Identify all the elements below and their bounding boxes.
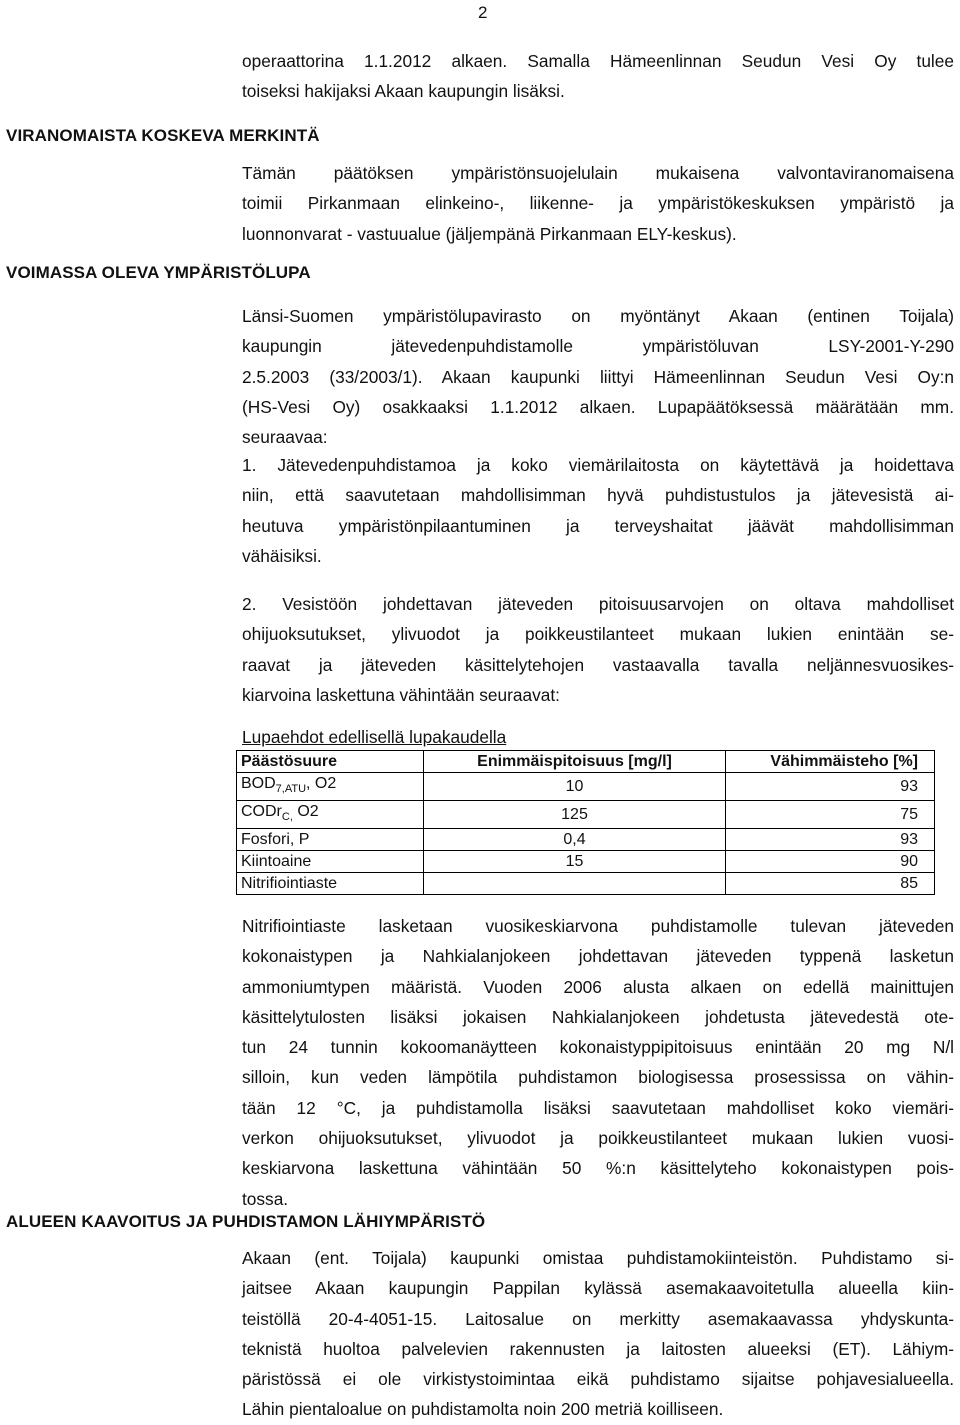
text-line: teistöllä 20-4-4051-15. Laitosalue on merkitty asemakaavassa yhdyskunta-	[242, 1308, 954, 1329]
text-line: Lähin pientaloalue on puhdistamolta noin 200 metriä koilliseen.	[242, 1399, 724, 1420]
text-line: kaupungin jätevedenpuhdistamolle ympäristöluvan LSY-2001-Y-290	[242, 336, 954, 357]
text-line: tun 24 tunnin kokoomanäytteen kokonaistyppipitoisuus enintään 20 mg N/l	[242, 1037, 954, 1058]
parameter-cell: Kiintoaine	[237, 851, 424, 873]
text-line: Tämän päätöksen ympäristönsuojelulain mukaisena valvontaviranomaisena	[242, 163, 954, 183]
text-line: Akaan (ent. Toijala) kaupunki omistaa puhdistamokiinteistön. Puhdistamo si-	[242, 1248, 954, 1268]
text-line: operaattorina 1.1.2012 alkaen. Samalla Hämeenlinnan Seudun Vesi Oy tulee	[242, 51, 954, 71]
text-line: toiseksi hakijaksi Akaan kaupungin lisäksi.	[242, 81, 565, 102]
parameter-subscript: C,	[281, 811, 293, 823]
text-line: teknistä huoltoa palvelevien rakennusten ja laitosten alueeksi (ET). Lähiym-	[242, 1338, 954, 1359]
table-row	[237, 829, 935, 851]
table-row	[237, 773, 935, 801]
page-number: 2	[478, 3, 488, 22]
text-line: tään 12 °C, ja puhdistamolla lisäksi saavutetaan mahdolliset koko viemäri-	[242, 1097, 954, 1118]
text-line: tossa.	[242, 1188, 289, 1209]
nitrification-paragraph	[242, 911, 954, 1214]
text-line: 2.5.2003 (33/2003/1). Akaan kaupunki liittyi Hämeenlinnan Seudun Vesi Oy:n	[242, 366, 954, 387]
intro-paragraph	[242, 46, 954, 107]
column-header: Vähimmäisteho [%]	[726, 751, 935, 773]
max-concentration-cell: 125	[424, 801, 726, 829]
table-header-row	[237, 751, 935, 773]
zoning-paragraph	[242, 1243, 954, 1425]
text-line: luonnonvarat - vastuualue (jäljempänä Pirkanmaan ELY-keskus).	[242, 223, 737, 244]
text-line: Länsi-Suomen ympäristölupavirasto on myöntänyt Akaan (entinen Toijala)	[242, 306, 954, 326]
text-line: vähäisiksi.	[242, 545, 322, 566]
authority-paragraph	[242, 158, 954, 249]
text-line: seuraavaa:	[242, 427, 328, 448]
max-concentration-cell: 0,4	[424, 829, 726, 851]
parameter-cell	[237, 773, 424, 801]
condition-item-2	[242, 589, 954, 710]
column-header: Enimmäispitoisuus [mg/l]	[424, 751, 726, 773]
text-line: käsittelytulosten lisäksi jokaisen Nahkialanjokeen johdetusta jätevedestä ote-	[242, 1006, 954, 1027]
text-line: jaitsee Akaan kaupungin Pappilan kylässä asemakaavoitetulla alueella kiin-	[242, 1278, 954, 1299]
text-line: Nitrifiointiaste lasketaan vuosikeskiarvona puhdistamolle tulevan jäteveden	[242, 916, 954, 936]
table-caption: Lupaehdot edellisellä lupakaudella	[242, 727, 507, 747]
text-line: ammoniumtypen määristä. Vuoden 2006 alusta alkaen on edellä mainittujen	[242, 976, 954, 997]
min-efficiency-cell: 93	[726, 829, 935, 851]
parameter-subscript: 7,ATU	[275, 783, 307, 795]
text-line: (HS-Vesi Oy) osakkaaksi 1.1.2012 alkaen. Lupapäätöksessä määrätään mm.	[242, 396, 954, 417]
parameter-cell	[237, 801, 424, 829]
section-heading-zoning: ALUEEN KAAVOITUS JA PUHDISTAMON LÄHIYMPÄRISTÖ	[6, 1212, 486, 1231]
parameter-name: CODr	[241, 803, 282, 820]
min-efficiency-cell: 93	[726, 773, 935, 801]
parameter-suffix: , O2	[306, 775, 337, 792]
table-row	[237, 873, 935, 895]
column-header: Päästösuure	[237, 751, 424, 773]
text-line: keskiarvona laskettuna vähintään 50 %:n käsittelyteho kokonaistypen pois-	[242, 1158, 954, 1179]
max-concentration-cell	[424, 873, 726, 895]
max-concentration-cell: 10	[424, 773, 726, 801]
parameter-suffix: O2	[292, 803, 319, 820]
min-efficiency-cell: 75	[726, 801, 935, 829]
parameter-name: BOD	[241, 775, 276, 792]
table-row	[237, 801, 935, 829]
text-line: toimii Pirkanmaan elinkeino-, liikenne- ja ympäristökeskuksen ympäristö ja	[242, 193, 954, 214]
text-line: heutuva ympäristönpilaantuminen ja terveyshaitat jäävät mahdollisimman	[242, 515, 954, 536]
text-line: verkon ohijuoksutukset, ylivuodot ja poikkeustilanteet mukaan lukien vuosi-	[242, 1128, 954, 1149]
text-line: raavat ja jäteveden käsittelytehojen vastaavalla tavalla neljännesvuosikes-	[242, 654, 954, 675]
text-line: 1. Jätevedenpuhdistamoa ja koko viemärilaitosta on käytettävä ja hoidettava	[242, 455, 954, 475]
text-line: ohijuoksutukset, ylivuodot ja poikkeustilanteet mukaan lukien enintään se-	[242, 624, 954, 645]
min-efficiency-cell: 85	[726, 873, 935, 895]
text-line: kokonaistypen ja Nahkialanjokeen johdettavan jäteveden typpenä lasketun	[242, 946, 954, 967]
max-concentration-cell: 15	[424, 851, 726, 873]
parameter-cell: Nitrifiointiaste	[237, 873, 424, 895]
min-efficiency-cell: 90	[726, 851, 935, 873]
permit-paragraph	[242, 301, 954, 452]
section-heading-permit: VOIMASSA OLEVA YMPÄRISTÖLUPA	[6, 263, 311, 282]
text-line: 2. Vesistöön johdettavan jäteveden pitoisuusarvojen on oltava mahdolliset	[242, 594, 954, 614]
table-row	[237, 851, 935, 873]
parameter-cell: Fosfori, P	[237, 829, 424, 851]
text-line: päristössä ei ole virkistystoimintaa eikä puhdistamo sijaitse pohjavesialueella.	[242, 1369, 954, 1390]
section-heading-authority: VIRANOMAISTA KOSKEVA MERKINTÄ	[6, 126, 320, 145]
text-line: niin, että saavutetaan mahdollisimman hyvä puhdistustulos ja jätevesistä ai-	[242, 485, 954, 506]
text-line: kiarvoina laskettuna vähintään seuraavat:	[242, 684, 560, 705]
text-line: silloin, kun veden lämpötila puhdistamon biologisessa prosessissa on vähin-	[242, 1067, 954, 1088]
emission-limits-table	[236, 750, 935, 895]
condition-item-1	[242, 450, 954, 571]
